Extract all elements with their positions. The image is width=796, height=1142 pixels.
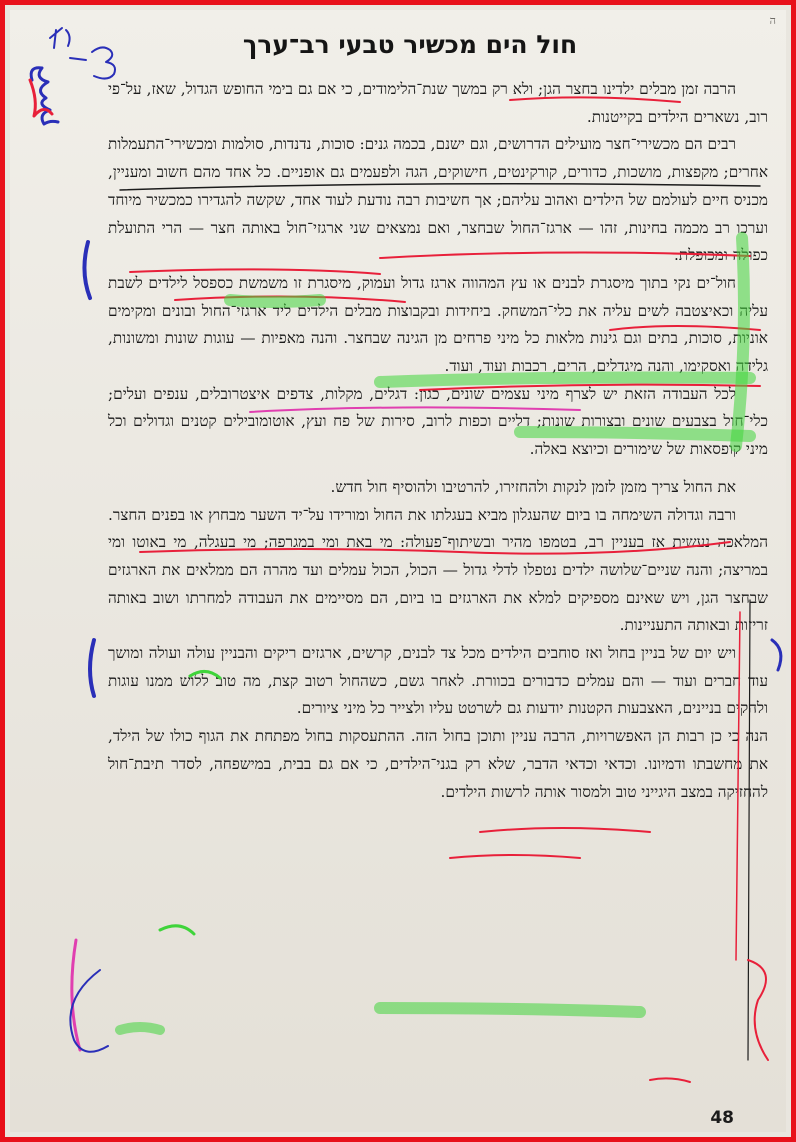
- paragraph-8: הנה כי כן רבות הן האפשרויות, הרבה עניין ותוכן בחול הזה. ההתעסקות בחול מפתחת את הגוף כולו של הילד, את מחשבתו ודמיונו. וכדאי וכדאי הדבר, שלא רק בגני־הילדים, כי אם גם בבית, במישפחה, לסדר תיבת־חול להחזיקה במצב היגייני טוב ולמסור אותה לרשות הילדים.: [108, 727, 768, 801]
- page-title: חול הים מכשיר טבעי רב־ערך: [242, 30, 578, 59]
- paragraph-1: הרבה זמן מבלים ילדינו בחצר הגן; ולא רק במשך שנת־הלימודים, כי אם גם בימי החופש הגדול, שאז, על־פי רוב, נשארים הילדים בקייטנות.: [108, 80, 768, 126]
- paragraph-6: ורבה וגדולה השימחה בו ביום שהעגלון מביא בעגלתו את החול ומורידו על־יד השער מבחוץ או בפנים החצר. המלאכה נעשית אז בעניין רב, בטמפו מהיר ובשיתוף־פעולה: מי באת ומי במגרפה; מי בעגלה, מי באוטו ומי במריצה; והנה שניים־שלושה ילדים נטפלו לדלי גדול — הכול, הכול עמלים ועד מהרה הם ממלאים את הארגזים שבחצר הגן, ויש שאינם מספיקים למלא את הארגזים בו ביום, הם מסיימים את העבודה למחרתו ושוב באותה זריזות ובאותה התעניינות.: [108, 505, 768, 635]
- page-number: 48: [710, 1108, 734, 1128]
- article-body: [108, 76, 768, 806]
- paragraph-7: ויש יום של בניין בחול ואז סוחבים הילדים מכל צד לבנים, קרשים, ארגזים ריקים והבניין עולה ועולה ומושך עוד חברים ועוד — והם עמלים כדבורים בכוורת. לאחר גשם, כשהחול רטוב קצת, מה טוב ללוש ממנו עוגות ולהקים בניינים, האצבעות הקטנות יודעות גם לשרטט עליו ולצייר כל מיני ציורים.: [108, 644, 768, 718]
- paragraph-5: את החול צריך מזמן לזמן לנקות ולהחזירו, להרטיבו ולהוסיף חול חדש.: [330, 477, 736, 496]
- corner-mark: ה: [769, 14, 776, 27]
- paragraph-3: חול־ים נקי בתוך מיסגרת לבנים או עץ המהווה ארגז גדול ועמוק, מיסגרת זו משמשת כספסל לילדים לשבת עליה וכאיצטבה לשים עליה את כלי־המשחק. ביחידות ובקבוצות מבלים הילדים ליד ארגזי־החול ובונים ומקימים אוניות, סוכות, בתים וגם גינות מלאות כל מיני פרחים מן הגינה שבחצר. והנה מאפיות — עוגות שונות ומשונות, גלידה ואסקימו, והנה מיגדלים, הרים, רכבות ועוד, ועוד.: [108, 273, 768, 376]
- paragraph-4: לכל העבודה הזאת יש לצרף מיני עצמים שונים, כגון: דגלים, מקלות, צדפים איצטרובלים, ענפים ועלים; כלי־חול בצבעים שונים ובצורות שונות; דליים וכפות לרוב, סירות של פח ועץ, אוטומובילים קטנים וגדולים וכל מיני קופסאות של שימורים וכיוצא באלה.: [108, 384, 768, 459]
- paragraph-2: רבים הם מכשירי־חצר מועילים הדרושים, וגם ישנם, בכמה גנים: סוכות, נדנדות, סולמות ומכשירי־התעמלות אחרים; מקפצות, מושכות, כדורים, קורקינטים, חישוקים, הגה ולפעמים גם אופניים. כל אחד מהם חשוב ומעניין, מכניס חיים לעולמם של הילדים ואהוב עליהם; אך חשיבות רבה נודעת לעוד אחד, שקשה להגדירו כמכשיר מיוחד וערכו רב מכמה בחינות, זהו — ארגז־החול שבחצר, ואם נמצאים שני ארגזי־חול באותה חצר — הרי התועלת כפולה ומכופלת.: [108, 135, 768, 265]
